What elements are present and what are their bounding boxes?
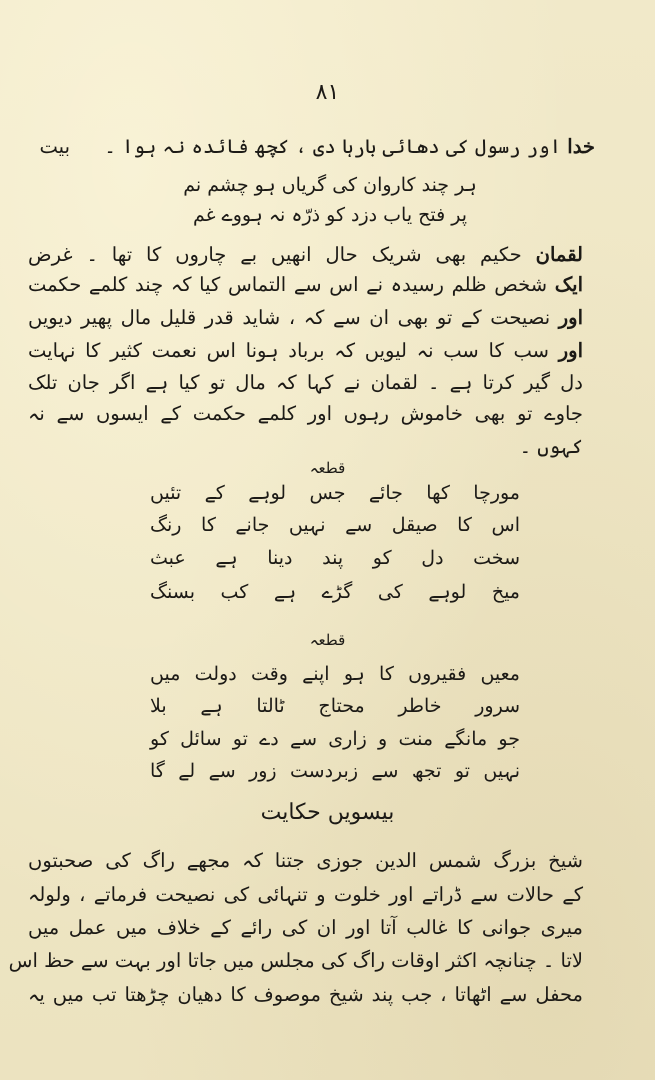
paragraph-3-line-3: میری جوانی کا غالب آتا اور ان کی رائے کے خلاف میں عمل میں: [28, 916, 583, 939]
paragraph-2-line-2-text: شخص ظلم رسیدہ نے اس سے التماس کیا کہ چند کلمے حکمت: [28, 273, 548, 296]
page-number: ۸۱: [315, 80, 340, 105]
verse-1-line-1: ہر چند کاروان کی گریاں ہو چشم نم: [183, 174, 477, 196]
qita-1-line-2: اس کا صیقل سے نہیں جانے کا رنگ: [150, 514, 520, 536]
qita-1-label: قطعہ: [309, 459, 346, 477]
paragraph-2-line-4-lead: اور: [558, 339, 583, 362]
qita-2-line-4: نہیں تو تجھ سے زبردست زور سے لے گا: [150, 760, 520, 782]
paragraph-2-line-3-text: نصیحت کے تو بھی ان سے کہ ، شاید قدر قلیل مال پھیر دیویں: [28, 306, 551, 329]
paragraph-2-line-3-lead: اور: [558, 306, 583, 329]
paragraph-3-line-4: لاتا ۔ چنانچہ اکثر اوقات راگ کی مجلس میں جاتا اور بہت سے حظ اس: [8, 949, 583, 972]
paragraph-2-lead-word: لقمان: [535, 243, 583, 266]
paragraph-1-line-1: [40, 132, 595, 162]
paragraph-2-line-1: [28, 240, 583, 270]
verse-1-line-2: پر فتح یاب دزد کو ذرّہ نہ ہووے غم: [192, 204, 468, 226]
paragraph-2-line-2-lead: ایک: [554, 273, 583, 296]
verse-label-bait: بیت: [39, 135, 70, 158]
paragraph-2-line-1-text: حکیم بھی شریک حال انھیں بے چاروں کا تھا ۔ غرض: [28, 243, 522, 266]
qita-2-line-3: جو مانگے منت و زاری سے دے تو سائل کو: [150, 728, 520, 750]
paragraph-3-line-5: محفل سے اٹھاتا ، جب پند شیخ موصوف کا دھیان چڑھتا تب میں یہ: [28, 983, 583, 1006]
qita-2-label: قطعہ: [309, 631, 346, 649]
story-heading: بیسویں حکایت: [260, 800, 395, 825]
paragraph-2-line-4-text: سب کا سب نہ لیویں کہ برباد ہونا اس نعمت کثیر کا نہایت: [28, 339, 549, 362]
paragraph-3-line-1: شیخ بزرگ شمس الدین جوزی جتنا کہ مجھے راگ کی صحبتوں: [28, 849, 583, 872]
paragraph-2-line-7: کہوں ۔: [519, 435, 583, 458]
paragraph-2-line-4: [28, 336, 583, 366]
paragraph-1-line-1-text: اور رسول کی دھائی بارہا دی ، کچھ فائدہ نہ ہوا ۔: [104, 135, 562, 158]
qita-2-line-2: سرور خاطر محتاج ٹالتا ہے بلا: [150, 695, 520, 717]
qita-2-line-1: معیں فقیروں کا ہو اپنے وقت دولت میں: [150, 663, 520, 685]
paragraph-2-line-6: جاوے تو بھی خاموش رہوں اور کلمے حکمت کے ایسوں سے نہ: [28, 402, 583, 425]
paragraph-1-lead-word: خدا: [567, 135, 595, 158]
paragraph-2-line-3: [28, 303, 583, 333]
qita-1-line-4: میخ لوہے کی گڑے ہے کب بسنگ: [150, 581, 520, 603]
qita-1-line-1: مورچا کھا جائے جس لوہے کے تئیں: [150, 482, 520, 504]
paragraph-2-line-2: [28, 270, 583, 300]
paragraph-3-line-2: کے حالات سے ڈراتے اور خلوت و تنہائی کی نصیحت فرماتے ، ولولہ: [28, 883, 583, 906]
paragraph-2-line-5: دل گیر کرتا ہے ۔ لقمان نے کہا کہ مال تو کیا ہے اگر جان تلک: [28, 371, 583, 394]
qita-1-line-3: سخت دل کو پند دینا ہے عبث: [150, 547, 520, 569]
